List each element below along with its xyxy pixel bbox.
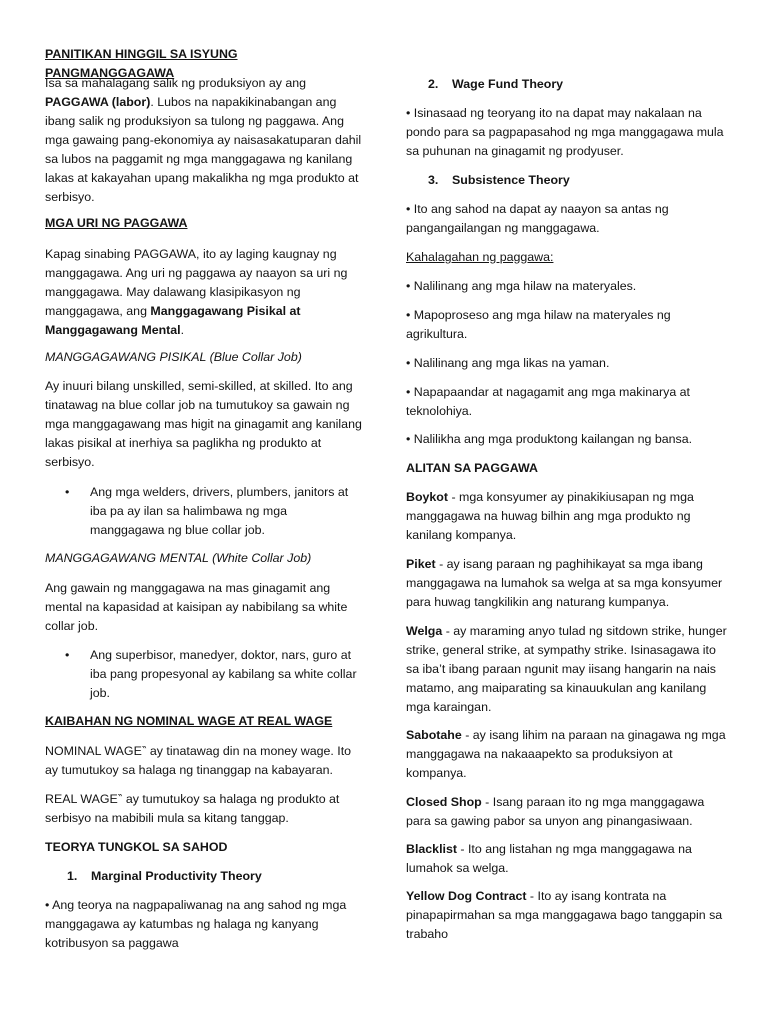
term-yellow-dog-contract (406, 887, 732, 944)
term-blacklist (406, 840, 732, 878)
theory-title: Marginal Productivity Theory (91, 869, 262, 883)
term-definition: - ay isang lihim na paraan na ginagawa ng mga manggagawa na nakaaapekto sa produksiyon at kompanya. (406, 728, 726, 780)
paragraph-pisikal: Ay inuuri bilang unskilled, semi-skilled, at skilled. Ito ang tinatawag na blue collar job na tumutukoy sa gawain ng mga manggagawang mas higit na ginagamit ang kanilang lakas pisikal at inerhiya sa paglikha ng produkto at serbisyo. (45, 379, 362, 469)
list-item-kahalagahan-1: • Nalilinang ang mga hilaw na materyales. (406, 279, 637, 293)
list-item-kahalagahan-4: • Napapaandar at nagagamit ang mga makinarya at teknolohiya. (406, 385, 690, 418)
theory-item-subsistence (428, 171, 732, 190)
term-definition: - Ito ay isang kontrata na pinapapirmahan sa mga manggagawa bago tanggapin sa trabaho (406, 889, 723, 941)
term-closed-shop (406, 793, 732, 831)
term-definition: - Isang paraan ito ng mga manggagawa para sa gawing pabor sa unyon ang pinangasiwaan. (406, 795, 705, 828)
theory-number: 1. (67, 869, 78, 883)
theory-title: Wage Fund Theory (452, 77, 564, 91)
term-label: Yellow Dog Contract (406, 889, 527, 903)
term-label: Blacklist (406, 842, 457, 856)
intro-text-b: . Lubos na napakikinabangan ang ibang salik ng produksiyon sa tulong ng paggawa. Ang mga gawaing pang-ekonomiya ay naisasakatuparan dahil sa lubos na paggamit ng mga manggagawa ng kanilang lakas at kakayahan upang makalikha ng mga produkto at serbisyo. (45, 95, 362, 204)
paragraph-subsistence: • Ito ang sahod na dapat ay naayon sa antas ng pangangailangan ng manggagawa. (406, 202, 669, 235)
term-label: Welga (406, 624, 443, 638)
theory-title: Subsistence Theory (452, 173, 570, 187)
term-definition: - Ito ang listahan ng mga manggagawa na lumahok sa welga. (406, 842, 692, 875)
bullet-blue-collar-examples (65, 483, 363, 540)
term-definition: - mga konsyumer ay pinakikiusapan ng mga manggagawa na huwag bilhin ang mga produkto ng kanilang kompanya. (406, 490, 694, 542)
subheading-mental: MANGGAGAWANG MENTAL (White Collar Job) (45, 551, 312, 565)
theory-number: 3. (428, 173, 439, 187)
list-item-kahalagahan-3: • Nalilinang ang mga likas na yaman. (406, 356, 610, 370)
paragraph-nominal-wage: NOMINAL WAGE‶ ay tinatawag din na money wage. Ito ay tumutukoy sa halaga ng tinanggap na kabayaran. (45, 744, 352, 777)
heading-alitan: ALITAN SA PAGGAWA (406, 461, 538, 475)
paragraph-mga-uri (45, 245, 363, 340)
theory-item-wage-fund (428, 75, 732, 94)
theory-item-marginal (67, 867, 363, 886)
paragraph-paggawa-intro (45, 74, 363, 207)
list-item-kahalagahan-5: • Nalilikha ang mga produktong kailangan ng bansa. (406, 432, 693, 446)
paragraph-real-wage: REAL WAGE‶ ay tumutukoy sa halaga ng produkto at serbisyo na mabibili mula sa kitang tanggap. (45, 792, 340, 825)
term-label: Piket (406, 557, 436, 571)
bullet-blue-collar-text: Ang mga welders, drivers, plumbers, janitors at iba pa ay ilan sa halimbawa ng mga manggagawa ng blue collar job. (90, 485, 349, 537)
term-welga (406, 622, 732, 717)
list-item-kahalagahan-2: • Mapoproseso ang mga hilaw na materyales ng agrikultura. (406, 308, 671, 341)
term-label: Closed Shop (406, 795, 482, 809)
heading-mga-uri: MGA URI NG PAGGAWA (45, 216, 188, 230)
term-label: Sabotahe (406, 728, 462, 742)
subheading-pisikal: MANGGAGAWANG PISIKAL (Blue Collar Job) (45, 350, 302, 364)
term-definition: - ay maraming anyo tulad ng sitdown strike, hunger strike, general strike, at sympathy strike. Isinasagawa ito sa iba’t ibang paraan ngunit may iisang hangarin na nais matamo, ang maiparating sa kinauukulan ang kanilang mga karaingan. (406, 624, 727, 714)
uri-text-b: . (180, 323, 185, 337)
heading-kahalagahan: Kahalagahan ng paggawa: (406, 250, 554, 264)
term-label: Boykot (406, 490, 448, 504)
term-definition: - ay isang paraan ng paghihikayat sa mga ibang manggagawa na lumahok sa welga at sa mga konsyumer para huwag tangkilikin ang naturang kumpanya. (406, 557, 723, 609)
term-piket (406, 555, 732, 612)
paragraph-wage-fund: • Isinasaad ng teoryang ito na dapat may nakalaan na pondo para sa pagpapasahod ng mga manggagawa mula sa puhunan na ginagamit ng prodyuser. (406, 106, 724, 158)
bullet-white-collar-examples (65, 646, 363, 703)
paragraph-mental: Ang gawain ng manggagawa na mas ginagamit ang mental na kapasidad at kaisipan ay nabibilang sa white collar job. (45, 581, 348, 633)
bullet-white-collar-text: Ang superbisor, manedyer, doktor, nars, guro at iba pang propesyonal ay kabilang sa white collar job. (90, 648, 357, 700)
intro-bold-paggawa: PAGGAWA (labor) (45, 95, 151, 109)
bullet-dot: • (65, 485, 70, 499)
term-boykot (406, 488, 732, 545)
uri-bold-klasipikasyon: Manggagawang Pisikal at Manggagawang Mental (45, 304, 301, 337)
heading-teorya: TEORYA TUNGKOL SA SAHOD (45, 840, 228, 854)
uri-text-a: Kapag sinabing PAGGAWA, ito ay laging kaugnay ng manggagawa. Ang uri ng paggawa ay naayon sa uri ng manggagawa. May dalawang klasipikasyon ng manggagawa, ang (45, 247, 348, 318)
heading-panitikan: PANITIKAN HINGGIL SA ISYUNG PANGMANGGAGAWA (45, 47, 238, 80)
heading-kaibahan: KAIBAHAN NG NOMINAL WAGE AT REAL WAGE (45, 714, 333, 728)
theory-number: 2. (428, 77, 439, 91)
intro-text-a: Isa sa mahalagang salik ng produksiyon ay ang (45, 76, 307, 90)
paragraph-marginal: • Ang teorya na nagpapaliwanag na ang sahod ng mga manggagawa ay katumbas ng halaga ng kanyang kotribusyon sa paggawa (45, 898, 347, 950)
bullet-dot: • (65, 648, 70, 662)
term-sabotahe (406, 726, 732, 783)
